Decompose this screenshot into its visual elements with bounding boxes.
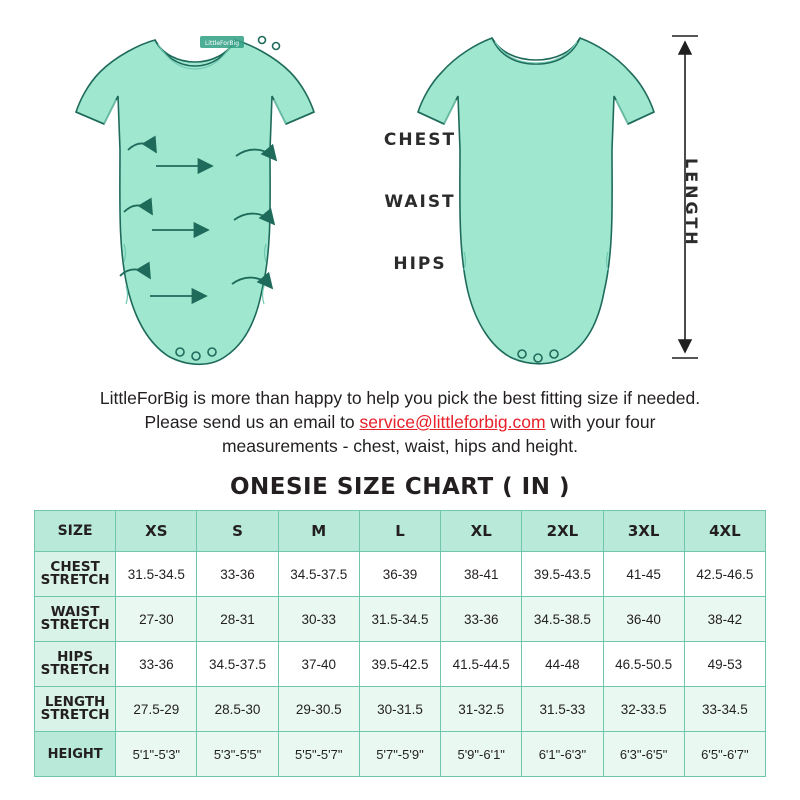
- help-line-1: LittleForBig is more than happy to help you pick the best fitting size if needed.: [99, 388, 701, 408]
- cell-chest-xl: 38-41: [441, 552, 522, 597]
- help-line-2-after: with your four: [545, 412, 656, 432]
- cell-hips-3xl: 46.5-50.5: [603, 642, 684, 687]
- help-line-3: measurements - chest, waist, hips and height.: [221, 436, 578, 456]
- cell-waist-2xl: 34.5-38.5: [522, 597, 603, 642]
- row-header-chest: CHEST STRETCH: [35, 552, 116, 597]
- table-row: [35, 552, 766, 597]
- cell-waist-xl: 33-36: [441, 597, 522, 642]
- cell-height-3xl: 6'3"-6'5": [603, 732, 684, 777]
- measurement-labels: [355, 130, 485, 316]
- cell-hips-2xl: 44-48: [522, 642, 603, 687]
- cell-length-3xl: 32-33.5: [603, 687, 684, 732]
- label-waist: WAIST: [384, 192, 456, 212]
- cell-height-m: 5'5"-5'7": [278, 732, 359, 777]
- cell-length-xs: 27.5-29: [116, 687, 197, 732]
- cell-chest-2xl: 39.5-43.5: [522, 552, 603, 597]
- col-header-m: M: [278, 511, 359, 552]
- row-header-length: LENGTH STRETCH: [35, 687, 116, 732]
- table-row: [35, 687, 766, 732]
- table-header-row: [35, 511, 766, 552]
- support-email-link[interactable]: service@littleforbig.com: [359, 412, 546, 432]
- page-title: ONESIE SIZE CHART ( IN ): [229, 474, 571, 500]
- row-header-waist: WAIST STRETCH: [35, 597, 116, 642]
- row-header-height: HEIGHT: [35, 732, 116, 777]
- cell-length-xl: 31-32.5: [441, 687, 522, 732]
- cell-hips-s: 34.5-37.5: [197, 642, 278, 687]
- cell-chest-4xl: 42.5-46.5: [684, 552, 765, 597]
- garment-illustration: [0, 0, 800, 380]
- cell-hips-xl: 41.5-44.5: [441, 642, 522, 687]
- cell-length-l: 30-31.5: [359, 687, 440, 732]
- label-chest: CHEST: [383, 130, 457, 150]
- cell-length-2xl: 31.5-33: [522, 687, 603, 732]
- cell-length-4xl: 33-34.5: [684, 687, 765, 732]
- cell-chest-xs: 31.5-34.5: [116, 552, 197, 597]
- cell-chest-m: 34.5-37.5: [278, 552, 359, 597]
- table-row: [35, 597, 766, 642]
- row-header-hips: HIPS STRETCH: [35, 642, 116, 687]
- help-line-2-before: Please send us an email to: [144, 412, 360, 432]
- front-view: [76, 36, 314, 364]
- col-header-l: L: [359, 511, 440, 552]
- col-header-2xl: 2XL: [522, 511, 603, 552]
- table-row: [35, 642, 766, 687]
- cell-hips-4xl: 49-53: [684, 642, 765, 687]
- label-hips: HIPS: [393, 254, 447, 274]
- cell-chest-l: 36-39: [359, 552, 440, 597]
- cell-waist-4xl: 38-42: [684, 597, 765, 642]
- cell-waist-m: 30-33: [278, 597, 359, 642]
- svg-text:LittleForBig: LittleForBig: [204, 40, 240, 47]
- cell-height-xl: 5'9"-6'1": [441, 732, 522, 777]
- size-chart-table: [34, 510, 766, 777]
- label-length: LENGTH: [682, 158, 701, 248]
- col-header-xs: XS: [116, 511, 197, 552]
- cell-height-s: 5'3"-5'5": [197, 732, 278, 777]
- cell-waist-s: 28-31: [197, 597, 278, 642]
- col-header-4xl: 4XL: [684, 511, 765, 552]
- col-header-s: S: [197, 511, 278, 552]
- size-chart-container: [0, 510, 800, 777]
- help-text: [0, 386, 800, 458]
- col-header-3xl: 3XL: [603, 511, 684, 552]
- cell-waist-l: 31.5-34.5: [359, 597, 440, 642]
- col-header-size: SIZE: [35, 511, 116, 552]
- cell-waist-xs: 27-30: [116, 597, 197, 642]
- cell-hips-xs: 33-36: [116, 642, 197, 687]
- table-row: [35, 732, 766, 777]
- cell-height-2xl: 6'1"-6'3": [522, 732, 603, 777]
- col-header-xl: XL: [441, 511, 522, 552]
- help-line-2: [40, 410, 760, 434]
- cell-height-4xl: 6'5"-6'7": [684, 732, 765, 777]
- cell-length-s: 28.5-30: [197, 687, 278, 732]
- cell-height-l: 5'7"-5'9": [359, 732, 440, 777]
- cell-hips-l: 39.5-42.5: [359, 642, 440, 687]
- cell-chest-3xl: 41-45: [603, 552, 684, 597]
- cell-length-m: 29-30.5: [278, 687, 359, 732]
- cell-height-xs: 5'1"-5'3": [116, 732, 197, 777]
- cell-chest-s: 33-36: [197, 552, 278, 597]
- cell-waist-3xl: 36-40: [603, 597, 684, 642]
- cell-hips-m: 37-40: [278, 642, 359, 687]
